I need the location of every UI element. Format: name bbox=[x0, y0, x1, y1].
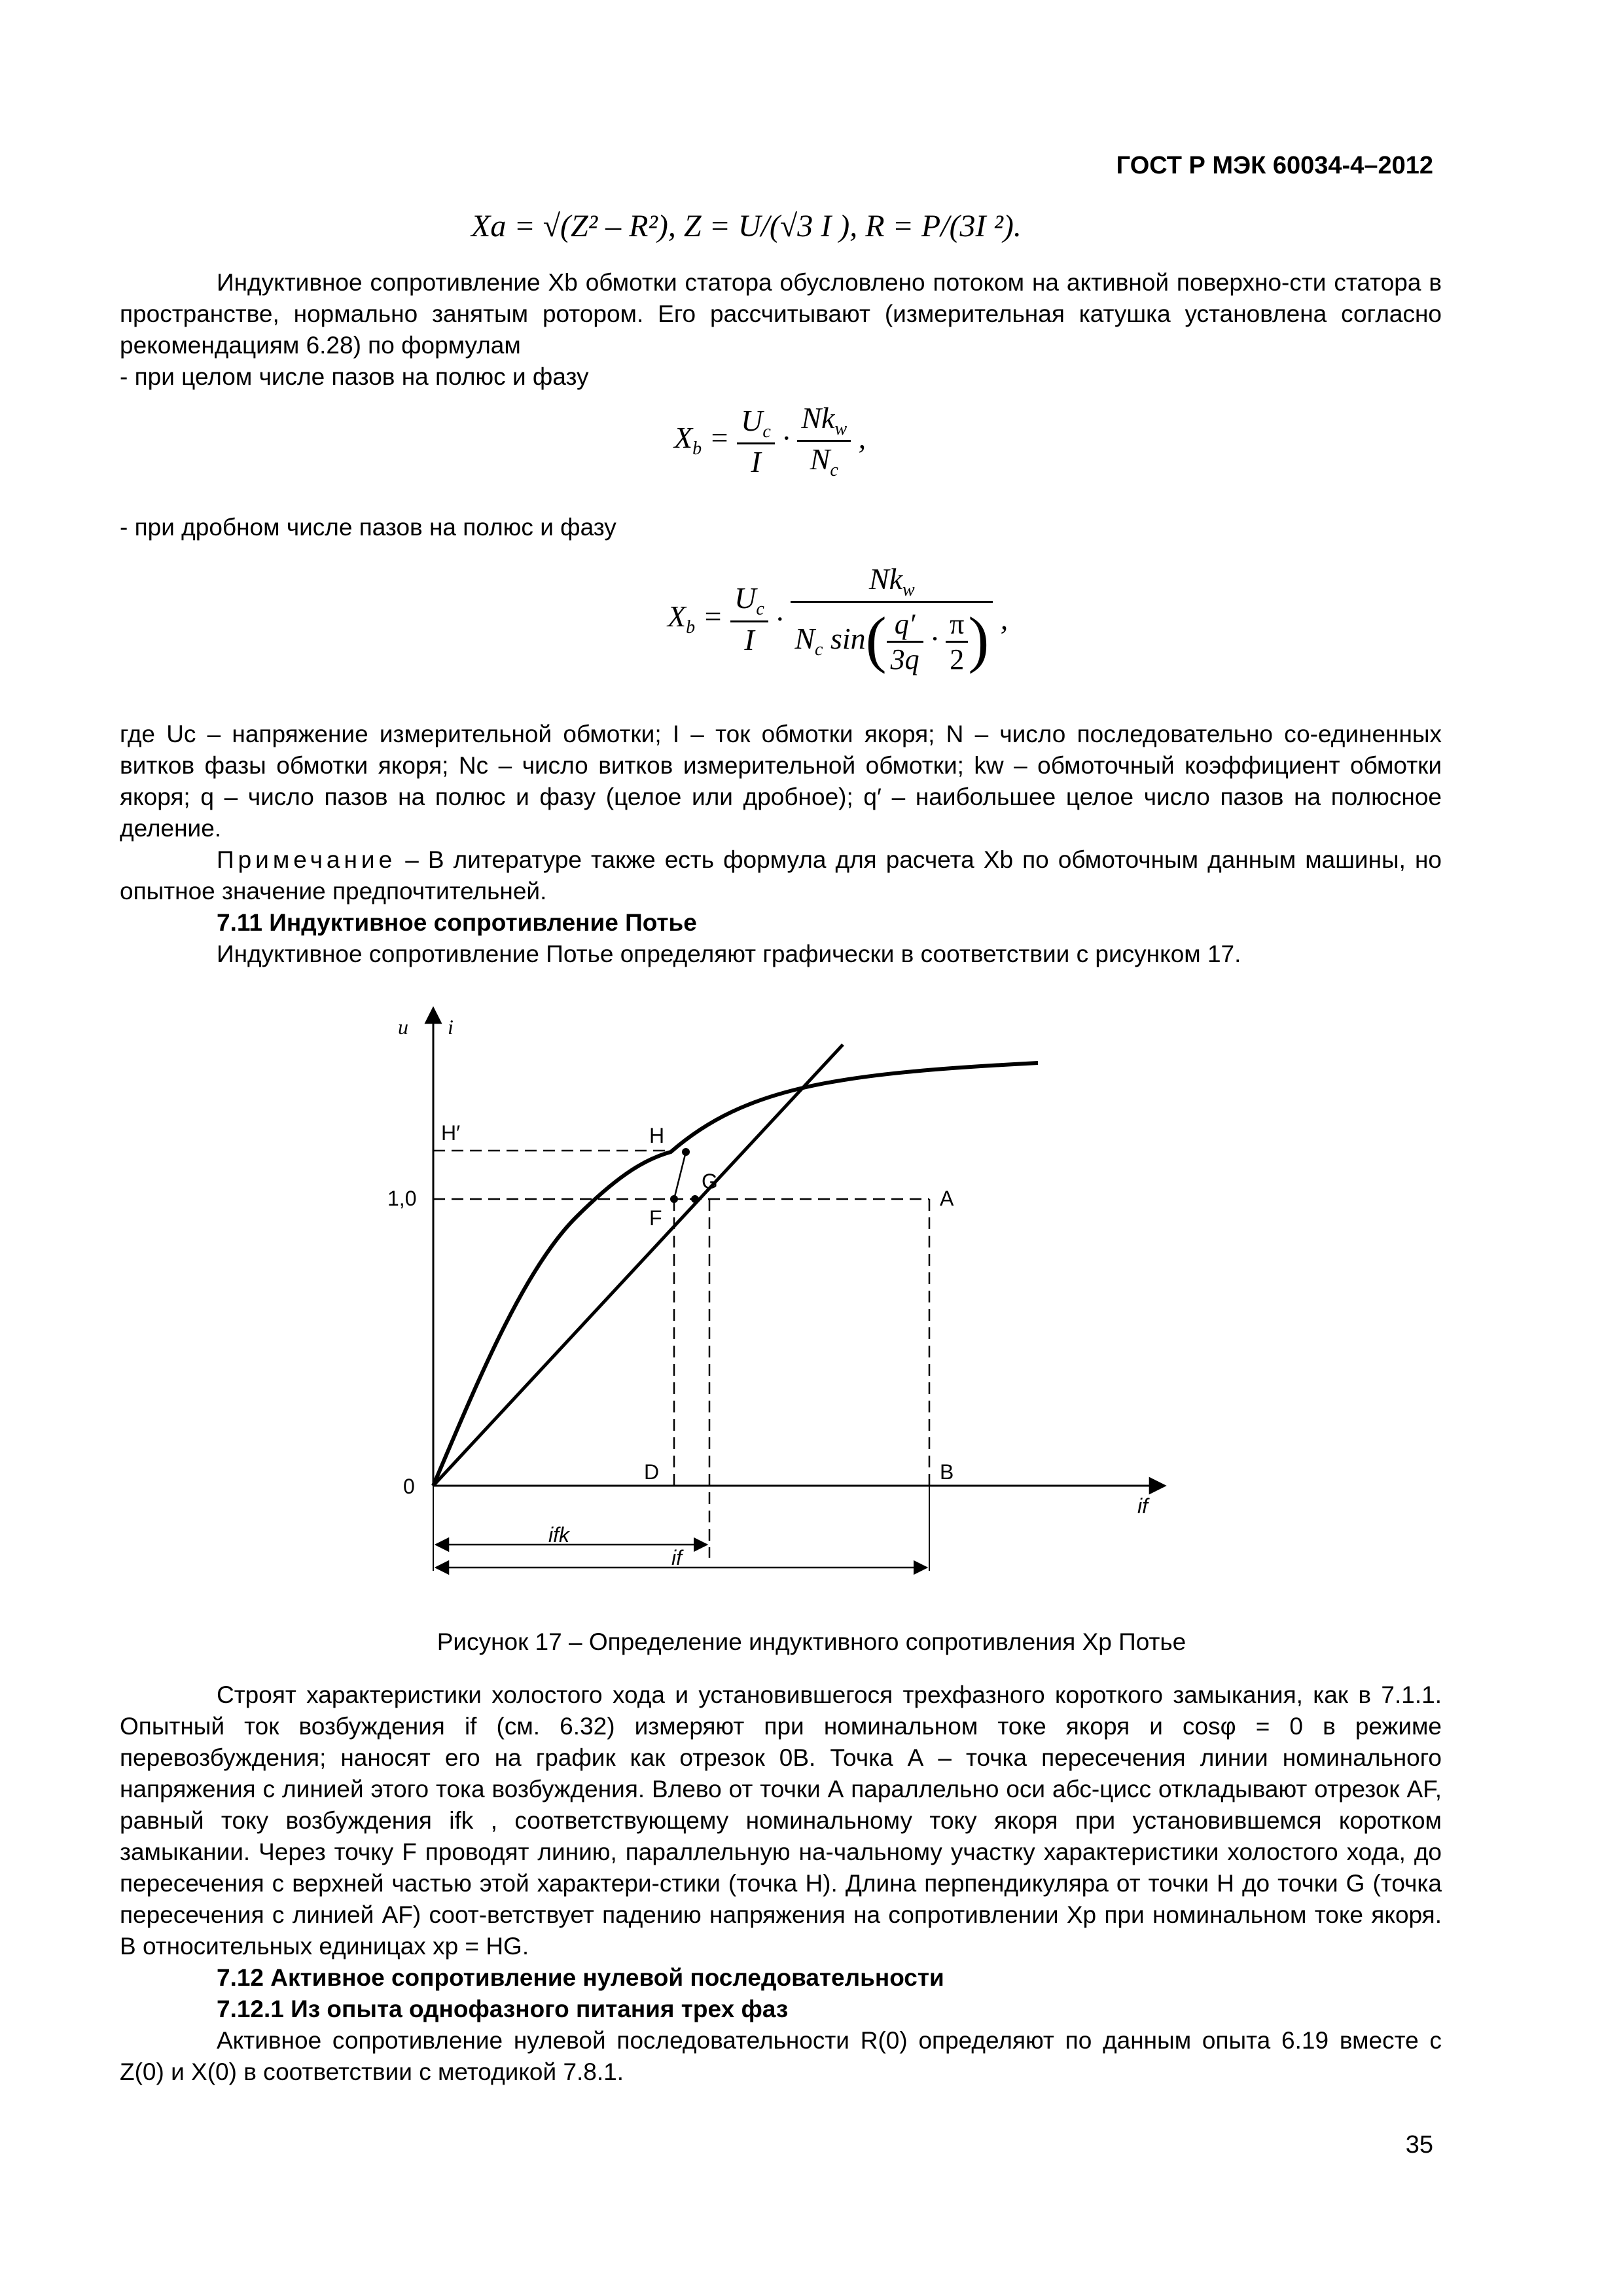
paragraph-zero-sequence: Активное сопротивление нулевой последовательности R(0) определяют по данным опыта 6.19 вместе с Z(0) и X(0) в соответствии с методикой 7.8.1. bbox=[120, 2027, 1442, 2085]
dim-ifk-label: ifk bbox=[548, 1523, 569, 1547]
hf-segment bbox=[674, 1152, 686, 1199]
label-f: F bbox=[649, 1206, 662, 1230]
point-f bbox=[670, 1195, 678, 1203]
section-7-12-heading: 7.12 Активное сопротивление нулевой последовательности bbox=[217, 1964, 944, 1991]
section-7-11-heading: 7.11 Индуктивное сопротивление Потье bbox=[217, 909, 697, 936]
axis-u-label: u bbox=[398, 1015, 408, 1039]
case-fraction-label: - при дробном числе пазов на полюс и фазу bbox=[120, 514, 616, 541]
note-text: – В литературе также есть формула для расчета Xb по обмоточным данным машины, но опытное значение предпочтительней. bbox=[120, 846, 1442, 905]
point-g bbox=[691, 1195, 699, 1203]
label-h-prime: H′ bbox=[441, 1121, 461, 1145]
section-7-11-text: Индуктивное сопротивление Потье определяют графически в соответствии с рисунком 17. bbox=[217, 941, 1241, 967]
body-middle bbox=[120, 719, 1442, 970]
point-h bbox=[682, 1148, 690, 1156]
label-one: 1,0 bbox=[387, 1187, 417, 1210]
body-case-fraction bbox=[120, 512, 1442, 543]
paragraph-xb: Индуктивное сопротивление Xb обмотки статора обусловлено потоком на активной поверхно-сти статора в пространстве, нормально занятым ротором. Его рассчитывают (измерительная катушка установлена согласно рекомендациям 6.28) по формулам bbox=[120, 269, 1442, 359]
body-bottom bbox=[120, 1679, 1442, 2088]
axis-if-label: if bbox=[1137, 1494, 1148, 1518]
formula-xa: Xa = √(Z² – R²), Z = U/(√3 I ), R = P/(3I ²). bbox=[471, 209, 1022, 243]
note-paragraph bbox=[120, 844, 1442, 907]
standard-header: ГОСТ Р МЭК 60034-4–2012 bbox=[1116, 152, 1433, 179]
label-a: A bbox=[940, 1187, 954, 1210]
paragraph-procedure: Строят характеристики холостого хода и установившегося трехфазного короткого замыкания, как в 7.1.1. Опытный ток возбуждения if (см. 6.32) измеряют при номинальном токе якоря и cosφ = 0 в режиме перевозбуждения; наносят его на график как отрезок 0B. Точка А – точка пересечения линии номинального напряжения с линией этого тока возбуждения. Влево от точки А параллельно оси абс-цисс откладывают отрезок АF, равный току возбуждения ifk , соответствующему номинальному току якоря при установившемся коротком замыкании. Через точку F проводят линию, параллельную на-чальному участку характеристики холостого хода, до пересечения с верхней частью этой характери-стики (точка Н). Длина перпендикуляра от точки Н до точки G (точка пересечения с линией АF) соот-ветствует падению напряжения на сопротивлении Xp при номинальном токе якоря. В относительных единицах xp = HG. bbox=[120, 1681, 1442, 1960]
open-circuit-curve bbox=[433, 1063, 1038, 1486]
label-d: D bbox=[644, 1460, 660, 1484]
air-gap-line bbox=[433, 1045, 843, 1486]
note-label: Примечание bbox=[217, 846, 397, 873]
axis-i-label: i bbox=[448, 1015, 454, 1039]
label-g: G bbox=[702, 1170, 718, 1193]
section-7-12-1-heading: 7.12.1 Из опыта однофазного питания трех фаз bbox=[217, 1996, 789, 2022]
case-integer-label: - при целом числе пазов на полюс и фазу bbox=[120, 363, 589, 390]
dim-if-label: if bbox=[671, 1546, 682, 1570]
label-h: H bbox=[649, 1124, 665, 1147]
label-zero: 0 bbox=[403, 1475, 415, 1498]
paragraph-where: где Uc – напряжение измерительной обмотки; I – ток обмотки якоря; N – число последовательно со-единенных витков фазы обмотки якоря; Nc – число витков измерительной обмотки; kw – обмоточный коэффициент обмотки якоря; q – число пазов на полюс и фазу (целое или дробное); q′ – наибольшее целое число пазов на полюсное деление. bbox=[120, 721, 1442, 842]
page-number: 35 bbox=[1405, 2131, 1433, 2159]
figure-17-potier-diagram bbox=[380, 995, 1191, 1597]
figure-caption: Рисунок 17 – Определение индуктивного сопротивления Xp Потье bbox=[437, 1628, 1186, 1655]
formula-xb-integer: $X_b$ = $\frac{U_c}{I}$ · $\frac{Nk_w}{N_c}$ , bbox=[674, 401, 866, 481]
label-b: B bbox=[940, 1460, 954, 1484]
body-top bbox=[120, 267, 1442, 393]
formula-xb-fraction: $X_b$ = $\frac{U_c}{I}$ · $Nk_w$ $N_c$ sin( $\frac{q'}{3q}$ · $\frac{\pi}{2}$ ) , bbox=[668, 562, 1008, 676]
